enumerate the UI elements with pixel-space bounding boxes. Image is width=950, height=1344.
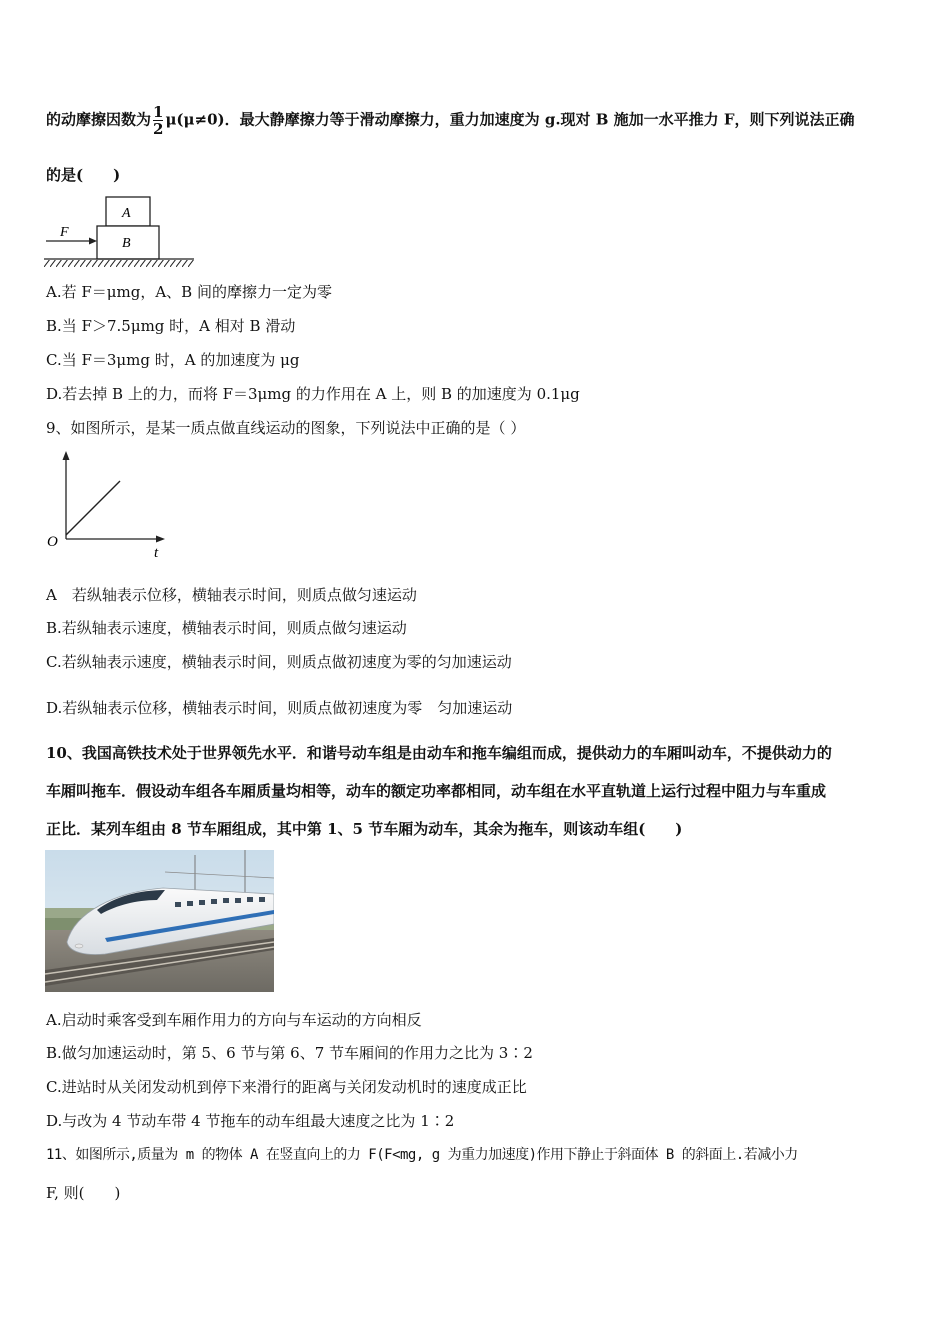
q10-option-c: C.进站时从关闭发动机到停下来滑行的距离与关闭发动机时的速度成正比 — [46, 1078, 527, 1096]
q10-stem-line3: 正比．某列车组由 8 节车厢组成，其中第 1、5 节车厢为动车，其余为拖车，则该动车组( ) — [46, 820, 683, 838]
q8-stem-part1: 的动摩擦因数为 — [46, 110, 152, 129]
q8-stem-line1 — [46, 104, 855, 137]
x-axis-label: t — [154, 545, 159, 561]
q11-stem-line1: 11、如图所示,质量为 m 的物体 A 在竖直向上的力 F(F<mg, g 为重力加速度)作用下静止于斜面体 B 的斜面上.若减小力 — [46, 1147, 798, 1163]
q9-option-b: B.若纵轴表示速度，横轴表示时间，则质点做匀速运动 — [46, 619, 407, 637]
q9-option-d: D.若纵轴表示位移，横轴表示时间，则质点做初速度为零 匀加速运动 — [46, 699, 513, 717]
force-arrow-head — [89, 238, 97, 245]
train-photo — [45, 850, 274, 992]
label-block-b: B — [122, 236, 131, 251]
label-force-f: F — [60, 225, 69, 240]
q8-stem-line2: 的是( ) — [46, 166, 121, 184]
q10-stem-line2: 车厢叫拖车．假设动车组各车厢质量均相等，动车的额定功率都相同，动车组在水平直轨道上运行过程中阻力与车重成 — [46, 782, 827, 800]
q9-stem: 9、如图所示，是某一质点做直线运动的图象，下列说法中正确的是（ ） — [46, 419, 526, 437]
origin-label: O — [47, 534, 58, 550]
y-axis-arrow — [63, 451, 70, 460]
q8-option-a: A.若 F＝μmg，A、B 间的摩擦力一定为零 — [46, 283, 332, 301]
x-axis-arrow — [156, 536, 165, 543]
q9-option-c: C.若纵轴表示速度，横轴表示时间，则质点做初速度为零的匀加速运动 — [46, 653, 512, 671]
q8-stem-part2: μ(μ≠0)．最大静摩擦力等于滑动摩擦力，重力加速度为 g.现对 B 施加一水平推力 F，则下列说法正确 — [165, 110, 855, 129]
q10-option-d: D.与改为 4 节动车带 4 节拖车的动车组最大速度之比为 1∶2 — [46, 1112, 455, 1130]
q9-option-a: A 若纵轴表示位移，横轴表示时间，则质点做匀速运动 — [46, 586, 417, 604]
label-block-a: A — [122, 206, 131, 221]
q10-option-a: A.启动时乘客受到车厢作用力的方向与车运动的方向相反 — [46, 1011, 422, 1029]
q10-stem-line1: 10、我国高铁技术处于世界领先水平．和谐号动车组是由动车和拖车编组而成，提供动力的车厢叫动车，不提供动力的 — [46, 744, 832, 762]
q8-option-b: B.当 F＞7.5μmg 时，A 相对 B 滑动 — [46, 317, 296, 335]
fraction-denominator: 2 — [153, 120, 164, 138]
fraction-numerator: 1 — [153, 103, 164, 121]
ground-hatching — [44, 260, 194, 267]
q9-graph — [44, 447, 174, 561]
q10-option-b: B.做匀加速运动时，第 5、6 节与第 6、7 节车厢间的作用力之比为 3∶2 — [46, 1044, 533, 1062]
fraction-one-half — [153, 104, 163, 137]
q8-block-diagram — [44, 195, 196, 269]
q11-stem-line2: F, 则( ) — [46, 1184, 121, 1202]
graph-line — [66, 481, 120, 535]
q8-option-c: C.当 F＝3μmg 时，A 的加速度为 μg — [46, 351, 300, 369]
q8-option-d: D.若去掉 B 上的力，而将 F＝3μmg 的力作用在 A 上，则 B 的加速度为 0.1μg — [46, 385, 580, 403]
